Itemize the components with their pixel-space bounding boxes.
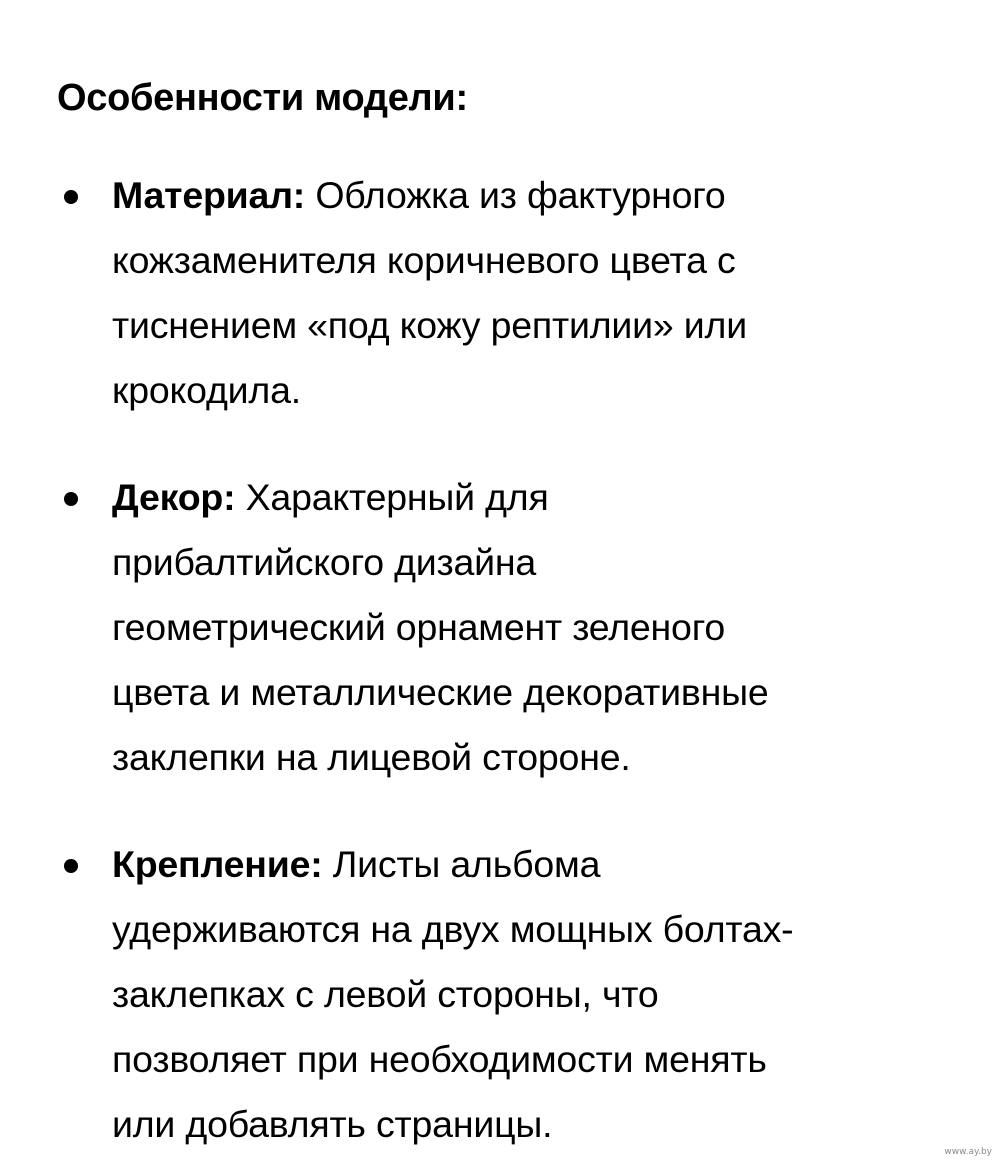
feature-decor <box>112 465 927 790</box>
feature-line: заклепках с левой стороны, что <box>112 973 659 1015</box>
bullet-icon <box>64 492 78 506</box>
feature-line: или добавлять страницы. <box>112 1103 553 1145</box>
feature-line: геометрический орнамент зеленого <box>112 606 726 648</box>
feature-line: удерживаются на двух мощных болтах- <box>112 908 794 950</box>
feature-term: Крепление: <box>112 843 323 885</box>
feature-text <box>112 465 927 790</box>
feature-line: позволяет при необходимости менять <box>112 1038 767 1080</box>
feature-line: заклепки на лицевой стороне. <box>112 736 631 778</box>
feature-text <box>112 832 927 1157</box>
feature-material <box>112 163 927 423</box>
feature-line: тиснением «под кожу рептилии» или <box>112 304 747 346</box>
feature-line: прибалтийского дизайна <box>112 541 537 583</box>
feature-line: кожзаменителя коричневого цвета с <box>112 239 736 281</box>
bullet-icon <box>64 859 78 873</box>
feature-line: цвета и металлические декоративные <box>112 671 769 713</box>
feature-mounting <box>112 832 927 1157</box>
feature-line: Листы альбома <box>332 843 601 885</box>
feature-term: Декор: <box>112 476 236 518</box>
feature-term: Материал: <box>112 174 306 216</box>
bullet-icon <box>64 190 78 204</box>
feature-text <box>112 163 927 423</box>
watermark: www.ay.by <box>944 1147 992 1157</box>
feature-line: Характерный для <box>245 476 549 518</box>
feature-line: Обложка из фактурного <box>315 174 726 216</box>
feature-line: крокодила. <box>112 369 301 411</box>
page-title: Особенности модели: <box>57 77 468 119</box>
